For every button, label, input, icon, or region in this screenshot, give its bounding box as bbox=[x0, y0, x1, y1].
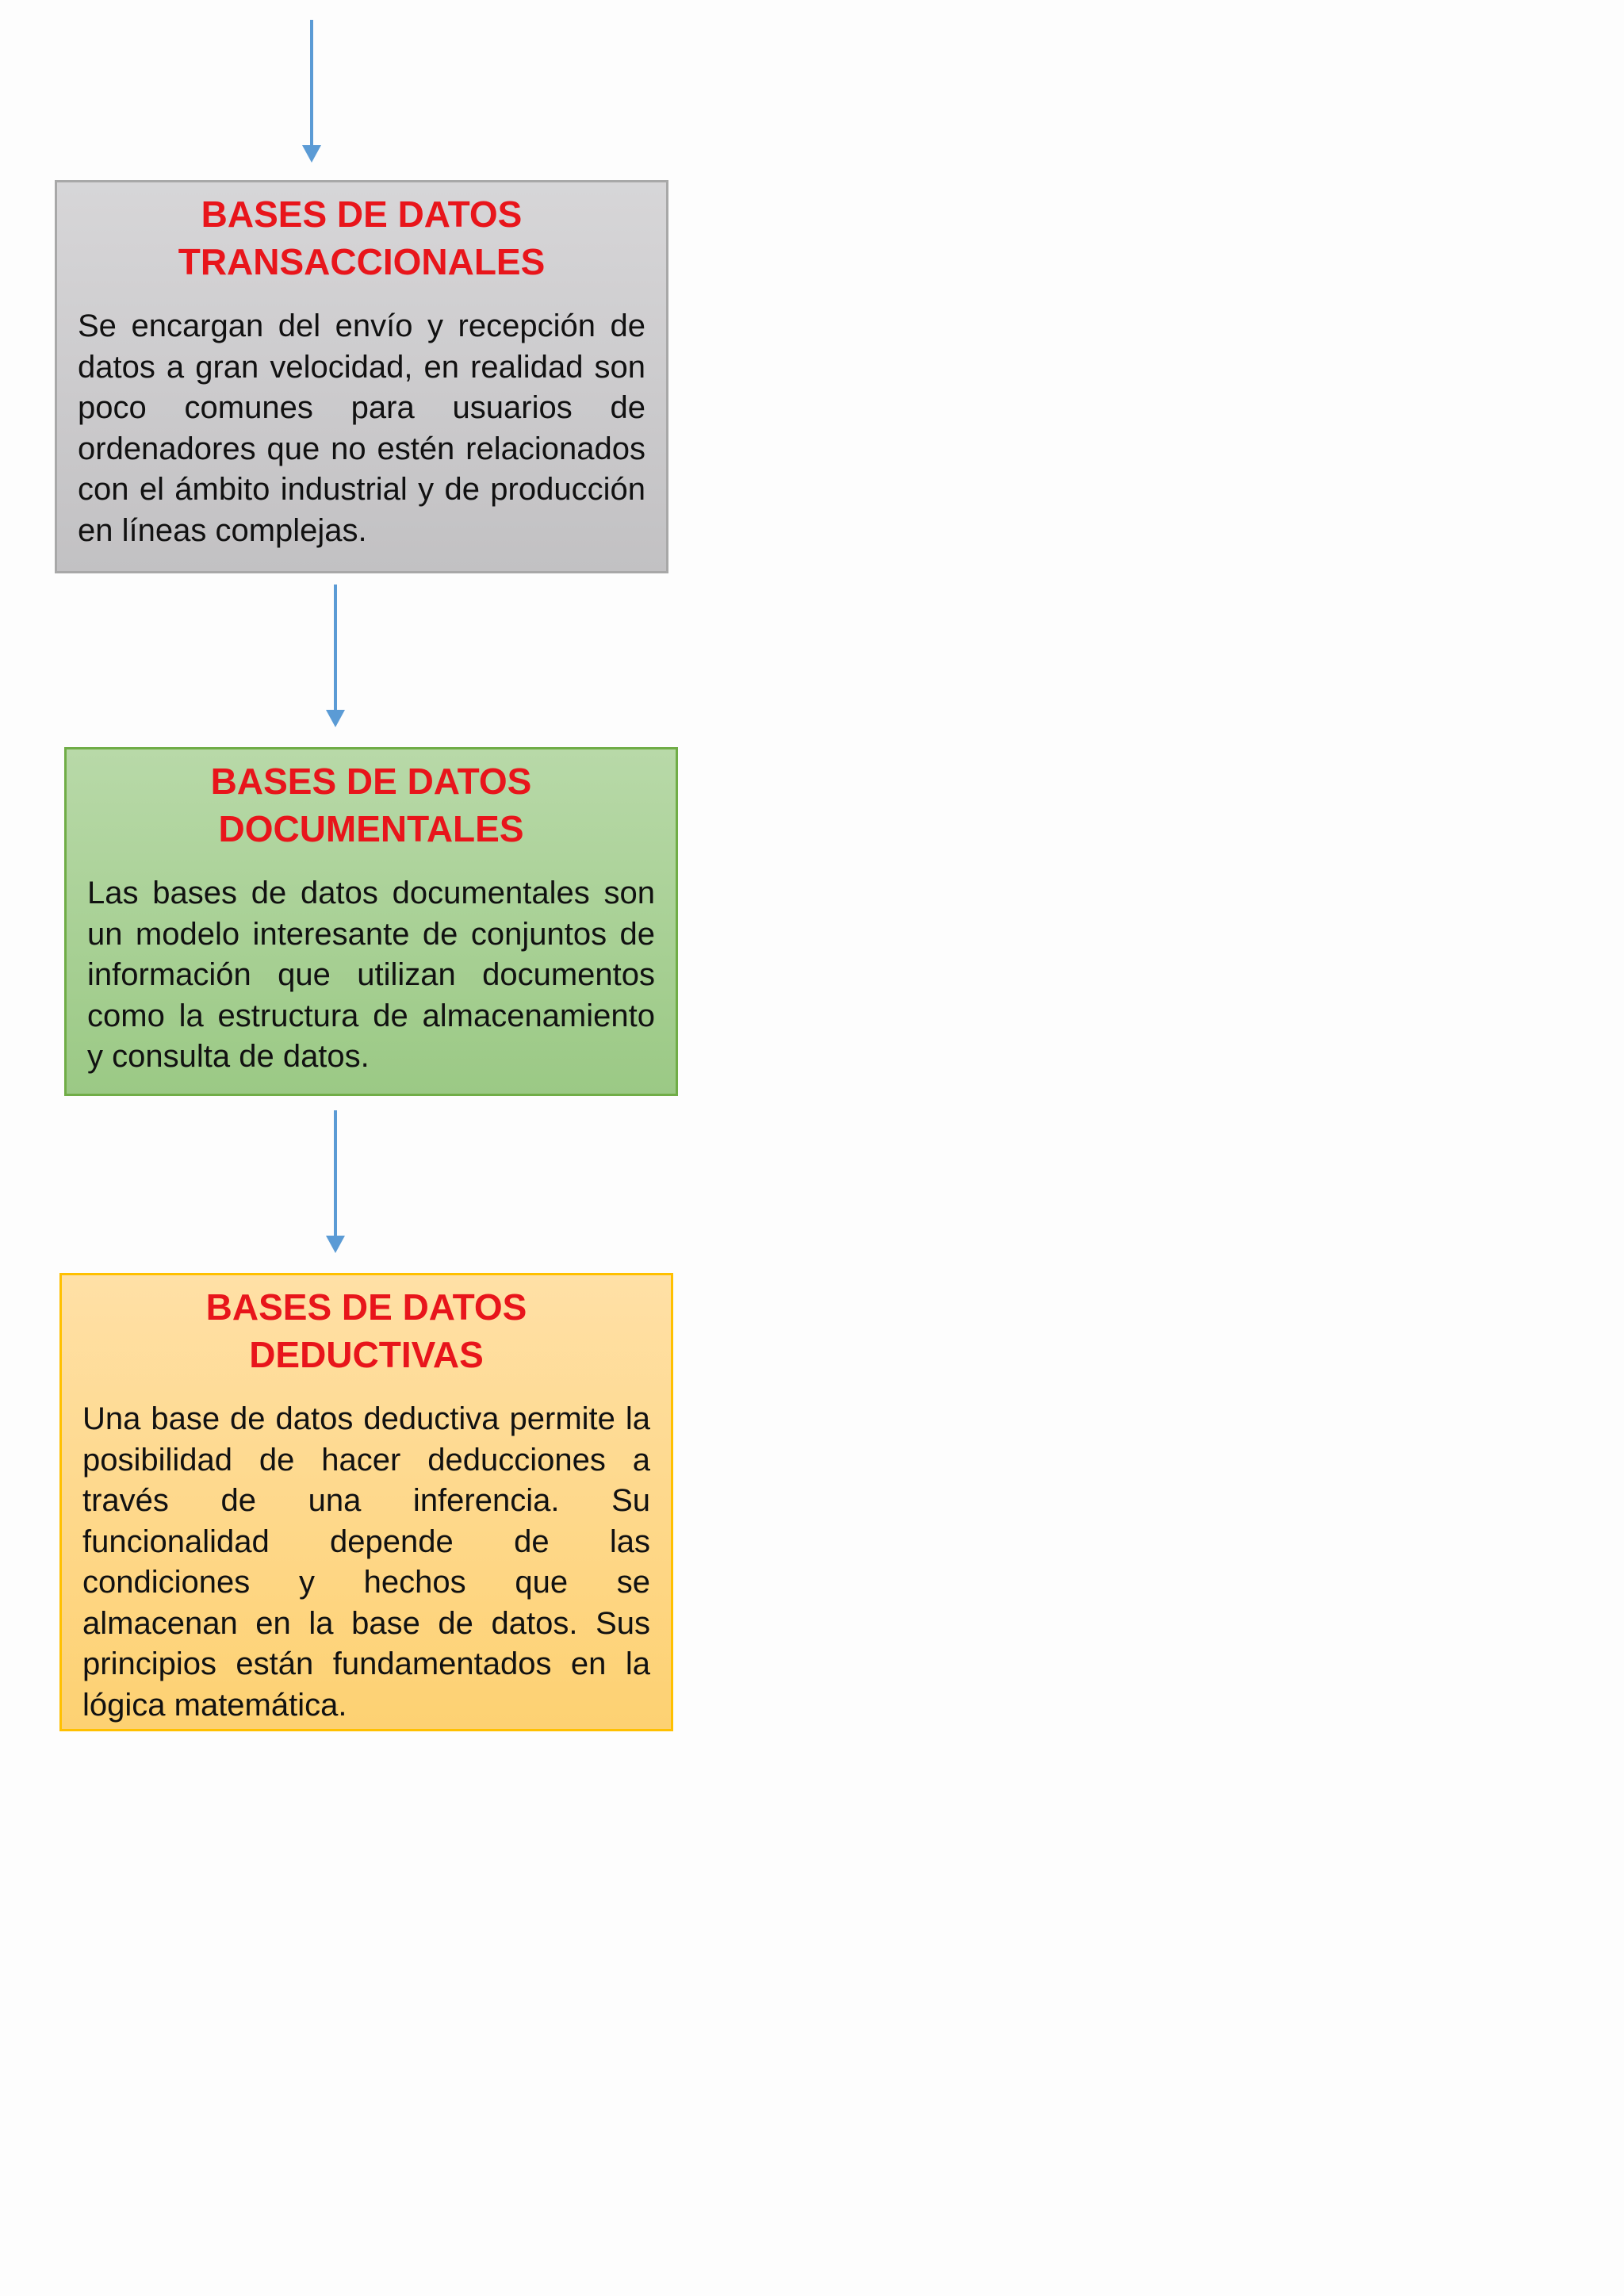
arrow-head-icon bbox=[326, 710, 345, 727]
box-title-line1: BASES DE DATOS bbox=[210, 761, 532, 802]
box-transaccionales bbox=[55, 180, 668, 573]
box-title bbox=[82, 1283, 650, 1378]
arrow-shaft bbox=[310, 20, 313, 148]
box-title-line2: DOCUMENTALES bbox=[218, 808, 524, 849]
arrow-shaft bbox=[334, 585, 337, 713]
box-title-line1: BASES DE DATOS bbox=[201, 194, 523, 235]
arrow-into-transaccionales bbox=[302, 20, 321, 163]
box-deductivas bbox=[59, 1273, 673, 1731]
box-title-line1: BASES DE DATOS bbox=[205, 1286, 527, 1328]
arrow-head-icon bbox=[326, 1236, 345, 1253]
box-title-line2: DEDUCTIVAS bbox=[249, 1334, 484, 1375]
box-description: Las bases de datos documentales son un modelo interesante de conjuntos de información que utilizan documentos como la estructura de almacenamiento y consulta de datos. bbox=[87, 876, 655, 1074]
arrow-transaccionales-to-documentales bbox=[326, 585, 345, 727]
arrow-head-icon bbox=[302, 145, 321, 163]
box-description: Una base de datos deductiva permite la posibilidad de hacer deducciones a través de una inferencia. Su funcionalidad depende de las condiciones y hechos que se almacenan en la base de datos. Sus principios están fundamentados en la lógica matemática. bbox=[82, 1401, 650, 1723]
arrow-documentales-to-deductivas bbox=[326, 1110, 345, 1253]
box-description: Se encargan del envío y recepción de datos a gran velocidad, en realidad son poco comunes para usuarios de ordenadores que no estén relacionados con el ámbito industrial y de producción en líneas complejas. bbox=[78, 309, 645, 548]
arrow-shaft bbox=[334, 1110, 337, 1239]
box-documentales bbox=[64, 747, 678, 1096]
box-title bbox=[87, 757, 655, 853]
box-title bbox=[78, 190, 645, 286]
box-title-line2: TRANSACCIONALES bbox=[178, 241, 546, 282]
